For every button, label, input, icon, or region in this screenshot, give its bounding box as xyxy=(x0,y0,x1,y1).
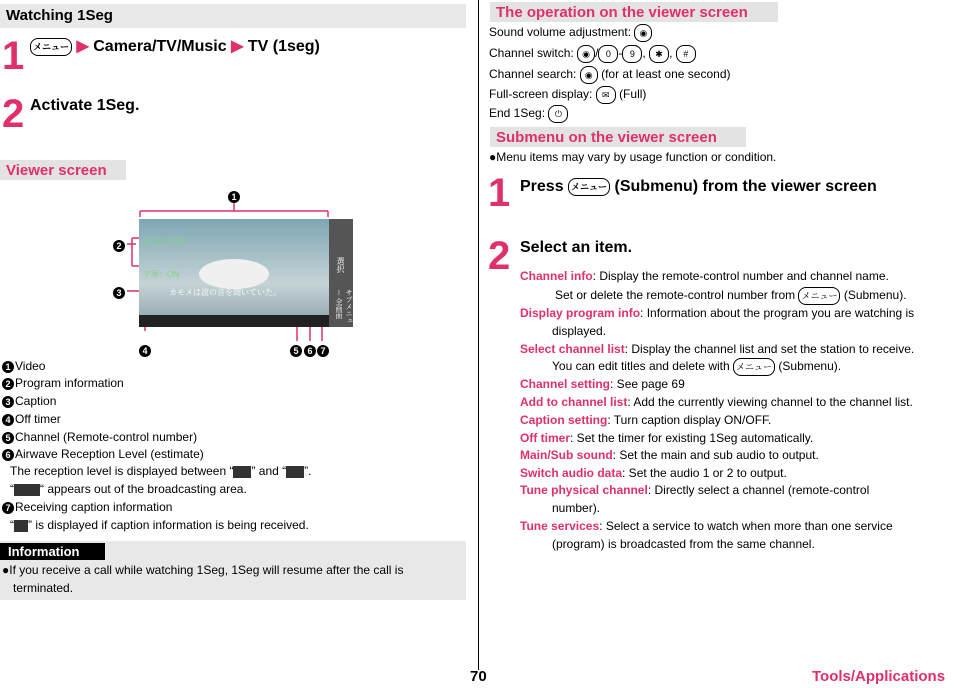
viewer-screen-title: Viewer screen xyxy=(6,162,107,179)
menu-item-channel-info: Channel info: Display the remote-control number and channel name. xyxy=(520,269,889,283)
right-step-1-text: Press メニュー (Submenu) from the viewer screen xyxy=(520,178,877,196)
caption-text: カモメは波の音を聞いていた。 xyxy=(169,288,281,297)
right-step-1-number: 1 xyxy=(488,171,511,215)
out-of-area-note: “ “ appears out of the broadcasting area. xyxy=(10,482,247,496)
nav-key-icon: ◉ xyxy=(580,66,598,84)
fullscreen-line: Full-screen display: ✉ (Full) xyxy=(489,86,646,104)
menu-key-icon: メニュー xyxy=(30,38,72,56)
mail-key-icon: ✉ xyxy=(596,86,616,104)
information-text-2: terminated. xyxy=(13,581,74,595)
menu-item-tune-physical-channel: Tune physical channel: Directly select a channel (remote-control xyxy=(520,483,870,497)
menu-item-select-channel-list: Select channel list: Display the channel list and set the station to receive. xyxy=(520,342,915,356)
menu-key-icon: メニュー xyxy=(568,178,610,196)
information-label: Information xyxy=(0,543,105,560)
operation-title: The operation on the viewer screen xyxy=(496,4,748,21)
menu-item-display-program-info: Display program info: Information about the program you are watching is xyxy=(520,306,915,320)
submenu-title: Submenu on the viewer screen xyxy=(496,129,717,146)
nav-key-icon: ◉ xyxy=(634,24,652,42)
callout-2: 2 xyxy=(113,238,126,252)
menu-key-icon: メニュー xyxy=(733,358,775,376)
menu-item-add-to-channel-list: Add to channel list: Add the currently viewing channel to the channel list. xyxy=(520,395,913,409)
right-step-2-number: 2 xyxy=(488,234,511,278)
callout-5: 5 xyxy=(290,343,303,357)
legend-item: 2 Program information xyxy=(2,376,124,390)
caption-status-text: 字幕：ON xyxy=(143,270,179,279)
nav-key-icon: ◉ xyxy=(577,45,595,63)
out-of-area-icon xyxy=(14,484,40,496)
section-title: Watching 1Seg xyxy=(6,7,113,24)
step-2-number: 2 xyxy=(2,92,25,136)
legend-item: 7 Receiving caption information xyxy=(2,500,172,514)
key-star-icon: ✱ xyxy=(649,45,669,63)
softkey-submenu: サブメニュー 全画面 xyxy=(335,289,352,324)
legend-item: 4 Off timer xyxy=(2,412,61,426)
end-key-icon: ⏻ xyxy=(548,105,568,123)
section-title-band xyxy=(0,4,466,28)
menu-item-display-program-info-2: displayed. xyxy=(552,324,607,338)
menu-item-tune-services: Tune services: Select a service to watch when more than one service xyxy=(520,519,893,533)
menu-item-switch-audio-data: Switch audio data: Set the audio 1 or 2 to output. xyxy=(520,466,787,480)
signal-low-icon xyxy=(233,466,251,478)
page-number: 70 xyxy=(470,668,487,685)
menu-item-caption-setting: Caption setting: Turn caption display ON/OFF. xyxy=(520,413,772,427)
end-line: End 1Seg: ⏻ xyxy=(489,105,568,123)
program-info-text: 13:30-15:30 xyxy=(143,237,186,246)
callout-1: 1 xyxy=(228,189,241,203)
callout-6: 6 xyxy=(304,343,317,357)
step-2-text: Activate 1Seg. xyxy=(30,97,140,114)
key-0-icon: 0 xyxy=(598,45,618,63)
reception-level-note: The reception level is displayed between “ ” and “ ”. xyxy=(10,464,312,478)
viewer-screen-title-band xyxy=(0,160,126,180)
menu-key-icon: メニュー xyxy=(798,287,840,305)
menu-item-tune-services-2: (program) is broadcasted from the same channel. xyxy=(552,537,815,551)
step-1-number: 1 xyxy=(2,34,25,78)
column-divider xyxy=(478,0,479,670)
legend-item: 3 Caption xyxy=(2,394,56,408)
legend-item: 1 Video xyxy=(2,359,45,373)
submenu-title-band xyxy=(490,127,746,147)
legend-item: 6 Airwave Reception Level (estimate) xyxy=(2,447,204,461)
arrow-icon: ▶ xyxy=(231,38,244,55)
menu-item-channel-info-2: Set or delete the remote-control number from メニュー (Submenu). xyxy=(555,287,907,305)
caption-info-note: “ ” is displayed if caption information is being received. xyxy=(10,518,309,532)
menu-item-main-sub-sound: Main/Sub sound: Set the main and sub audio to output. xyxy=(520,448,819,462)
arrow-icon: ▶ xyxy=(76,38,89,55)
menu-item-off-timer: Off timer: Set the timer for existing 1Seg automatically. xyxy=(520,431,814,445)
operation-title-band xyxy=(490,2,778,22)
callout-4: 4 xyxy=(139,343,152,357)
menu-item-tune-physical-channel-2: number). xyxy=(552,501,601,515)
volume-line: Sound volume adjustment: ◉ xyxy=(489,24,652,42)
step-1-text: メニュー ▶ Camera/TV/Music ▶ TV (1seg) xyxy=(30,36,320,56)
key-hash-icon: # xyxy=(676,45,696,63)
menu-item-select-channel-list-2: You can edit titles and delete with メニュー (Submenu). xyxy=(552,358,841,376)
legend-item: 5 Channel (Remote-control number) xyxy=(2,430,197,444)
key-9-icon: 9 xyxy=(622,45,642,63)
right-step-2-text: Select an item. xyxy=(520,239,633,256)
caption-icon xyxy=(14,520,28,532)
signal-high-icon xyxy=(286,466,304,478)
callout-7: 7 xyxy=(317,343,330,357)
seagull-image xyxy=(199,259,269,289)
status-bar xyxy=(139,315,329,327)
channel-search-line: Channel search: ◉ (for at least one second) xyxy=(489,66,730,84)
menu-item-channel-setting: Channel setting: See page 69 xyxy=(520,377,685,391)
softkey-panel xyxy=(329,219,353,327)
softkey-select: 選択 xyxy=(336,257,345,273)
information-text-1: ●If you receive a call while watching 1Seg, 1Seg will resume after the call is xyxy=(2,563,404,577)
section-footer: Tools/Applications xyxy=(812,668,946,685)
viewer-screen-image xyxy=(139,219,353,327)
callout-3: 3 xyxy=(113,285,126,299)
channel-switch-line: Channel switch: ◉ / 0 - 9 , ✱ , # xyxy=(489,45,696,63)
menu-note: ●Menu items may vary by usage function or condition. xyxy=(489,150,777,164)
